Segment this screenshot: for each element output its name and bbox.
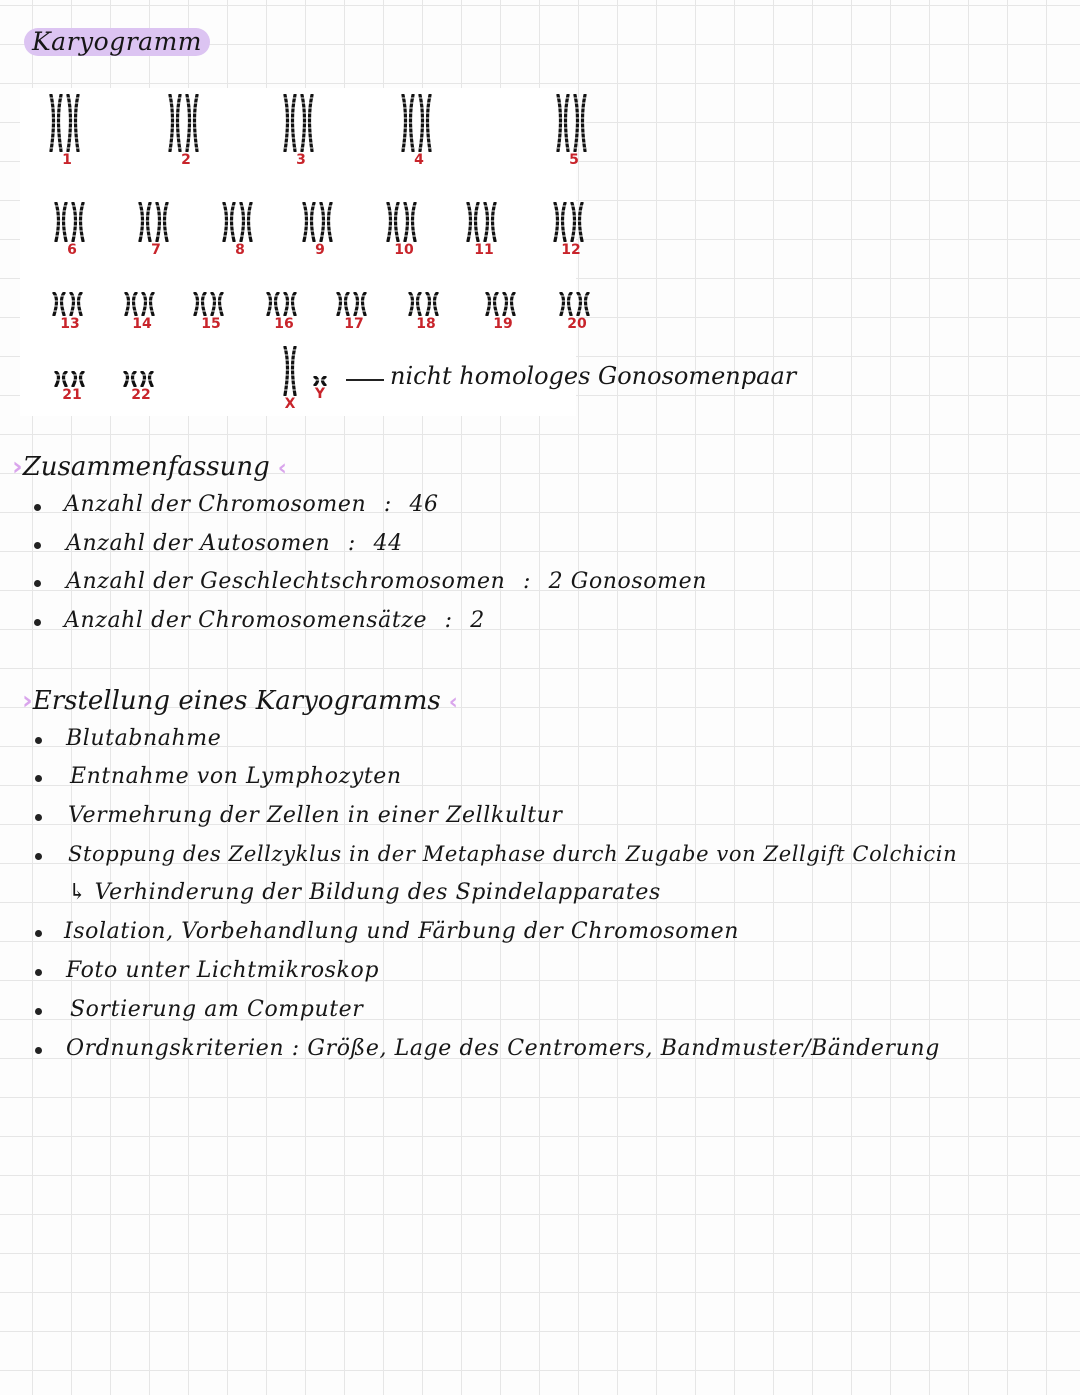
chromosome-pair bbox=[282, 94, 320, 168]
chromosome-pair bbox=[301, 202, 339, 258]
chromosome-pair bbox=[335, 292, 373, 332]
procedure-step: Stoppung des Zellzyklus in der Metaphase durch Zugabe von Zellgift Colchicin bbox=[68, 842, 958, 866]
chromosome-pair bbox=[221, 202, 259, 258]
chromosome-pair bbox=[465, 202, 503, 258]
chromosome-pair bbox=[122, 371, 160, 403]
chromosome-number: 4 bbox=[414, 152, 424, 168]
procedure-heading-row bbox=[22, 686, 458, 716]
summary-item: Anzahl der Chromosomen : 46 bbox=[64, 492, 439, 517]
bullet-icon bbox=[35, 1047, 42, 1054]
procedure-step: Ordnungskriterien : Größe, Lage des Centromers, Bandmuster/Bänderung bbox=[66, 1036, 940, 1061]
procedure-step: Isolation, Vorbehandlung und Färbung der Chromosomen bbox=[64, 919, 739, 944]
bullet-icon bbox=[35, 737, 42, 744]
chevron-left-icon: ‹ bbox=[277, 456, 287, 481]
chromosome-number: 12 bbox=[561, 242, 581, 258]
summary-value: 44 bbox=[373, 531, 403, 556]
summary-value: 2 Gonosomen bbox=[548, 569, 707, 594]
bullet-icon bbox=[34, 619, 41, 626]
chromosome-number: 21 bbox=[62, 387, 82, 403]
chevron-right-icon: › bbox=[22, 686, 33, 716]
bullet-icon bbox=[34, 580, 41, 587]
chevron-left-icon: ‹ bbox=[448, 690, 458, 715]
procedure-step: Vermehrung der Zellen in einer Zellkultur bbox=[68, 803, 563, 828]
summary-value: 2 bbox=[470, 608, 485, 633]
summary-item: Anzahl der Chromosomensätze : 2 bbox=[64, 608, 485, 633]
bullet-icon bbox=[34, 504, 41, 511]
summary-label: Anzahl der Geschlechtschromosomen bbox=[66, 569, 506, 594]
bullet-icon bbox=[35, 775, 42, 782]
bullet-icon bbox=[35, 1008, 42, 1015]
chromosome-number: 8 bbox=[235, 242, 245, 258]
chromosome-number: 17 bbox=[344, 316, 364, 332]
chromosome-number: 19 bbox=[493, 316, 513, 332]
chromosome-pair bbox=[558, 292, 596, 332]
chromosome-x bbox=[281, 346, 299, 412]
bullet-icon bbox=[35, 930, 42, 937]
chromosome-pair bbox=[167, 94, 205, 168]
chromosome-pair bbox=[192, 292, 230, 332]
chromosome-number: 13 bbox=[60, 316, 80, 332]
chromosome-pair bbox=[555, 94, 593, 168]
bullet-icon bbox=[35, 969, 42, 976]
chromosome-number: 15 bbox=[201, 316, 221, 332]
page-title: Karyogramm bbox=[24, 28, 210, 56]
chromosome-number: 10 bbox=[394, 242, 414, 258]
summary-item: Anzahl der Geschlechtschromosomen : 2 Gonosomen bbox=[66, 569, 707, 594]
summary-label: Anzahl der Chromosomensätze bbox=[64, 608, 428, 633]
gonosome-note: nicht homologes Gonosomenpaar bbox=[390, 362, 797, 390]
procedure-step: Entnahme von Lymphozyten bbox=[70, 764, 402, 789]
chromosome-number: 11 bbox=[474, 242, 494, 258]
chromosome-number: Y bbox=[314, 386, 326, 402]
chromosome-number: X bbox=[284, 396, 296, 412]
chromosome-y bbox=[311, 376, 329, 402]
procedure-heading: Erstellung eines Karyogramms bbox=[32, 686, 441, 716]
chromosome-pair bbox=[51, 292, 89, 332]
summary-heading: Zusammenfassung bbox=[22, 452, 270, 482]
chromosome-number: 6 bbox=[67, 242, 77, 258]
summary-heading-row bbox=[12, 452, 287, 482]
summary-value: 46 bbox=[409, 492, 439, 517]
chromosome-pair bbox=[400, 94, 438, 168]
chromosome-number: 3 bbox=[296, 152, 306, 168]
bullet-icon bbox=[35, 814, 42, 821]
chromosome-pair bbox=[265, 292, 303, 332]
chromosome-number: 14 bbox=[132, 316, 152, 332]
chromosome-pair bbox=[552, 202, 590, 258]
chromosome-number: 22 bbox=[131, 387, 151, 403]
chevron-right-icon: › bbox=[12, 452, 23, 482]
pointer-line bbox=[346, 379, 384, 381]
bullet-icon bbox=[34, 542, 41, 549]
summary-label: Anzahl der Autosomen bbox=[66, 531, 331, 556]
chromosome-number: 20 bbox=[567, 316, 587, 332]
bullet-icon bbox=[35, 853, 42, 860]
procedure-step: Foto unter Lichtmikroskop bbox=[66, 958, 380, 983]
chromosome-number: 18 bbox=[416, 316, 436, 332]
chromosome-number: 1 bbox=[62, 152, 72, 168]
chromosome-pair bbox=[53, 371, 91, 403]
procedure-step: Sortierung am Computer bbox=[70, 997, 364, 1022]
chromosome-number: 5 bbox=[569, 152, 579, 168]
summary-item: Anzahl der Autosomen : 44 bbox=[66, 531, 403, 556]
chromosome-pair bbox=[48, 94, 86, 168]
chromosome-pair bbox=[53, 202, 91, 258]
chromosome-pair bbox=[123, 292, 161, 332]
summary-label: Anzahl der Chromosomen bbox=[64, 492, 367, 517]
chromosome-number: 9 bbox=[315, 242, 325, 258]
chromosome-pair bbox=[137, 202, 175, 258]
chromosome-number: 2 bbox=[181, 152, 191, 168]
procedure-step: Blutabnahme bbox=[66, 726, 222, 751]
chromosome-pair bbox=[385, 202, 423, 258]
procedure-sub-note: ↳ Verhinderung der Bildung des Spindelapparates bbox=[68, 880, 661, 905]
chromosome-number: 16 bbox=[274, 316, 294, 332]
chromosome-pair bbox=[407, 292, 445, 332]
chromosome-pair bbox=[484, 292, 522, 332]
chromosome-number: 7 bbox=[151, 242, 161, 258]
